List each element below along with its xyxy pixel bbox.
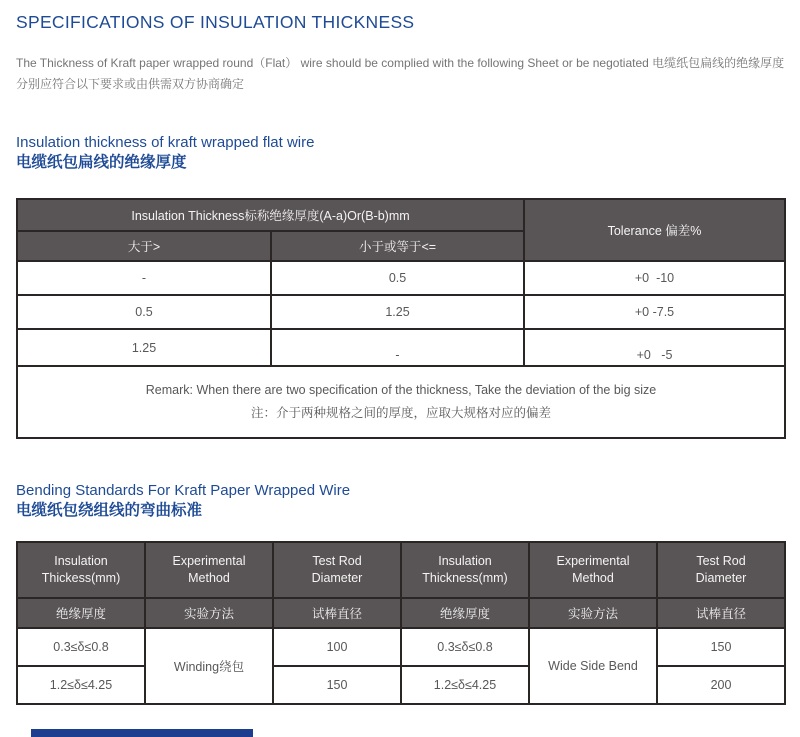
t2-r2-thickness-right: 1.2≤δ≤4.25 [401,666,529,704]
t2-r1-rod-left: 100 [273,628,401,666]
section1-title-zh: 电缆纸包扁线的绝缘厚度 [16,154,187,171]
t1-r2-greater: 0.5 [17,295,271,329]
t1-header-greater: 大于> [17,231,271,261]
intro-paragraph: The Thickness of Kraft paper wrapped round（Flat） wire should be complied with the following Sheet or be negotiated 电缆纸包扁线的绝缘厚度分别应符合以下要求或由供需双方协商确定 [16,56,785,91]
t1-header-tolerance: Tolerance 偏差% [524,199,785,261]
t2-header-zh-insulation-left: 绝缘厚度 [17,598,145,628]
table-row [17,666,785,704]
section2-title-en: Bending Standards For Kraft Paper Wrapped Wire [16,482,351,499]
t2-method-wide-side-bend: Wide Side Bend [529,628,657,704]
t2-header-insulation-right: Insulation Thickness(mm) [401,542,529,598]
t1-header-thickness: Insulation Thickness标称绝缘厚度(A-a)Or(B-b)mm [17,199,524,231]
t2-r1-thickness-right: 0.3≤δ≤0.8 [401,628,529,666]
t2-r2-rod-right: 200 [657,666,785,704]
table-row [17,329,785,366]
section1-heading [16,133,314,173]
t2-r1-rod-right: 150 [657,628,785,666]
t1-r1-greater: - [17,261,271,295]
t1-header-less-equal: 小于或等于<= [271,231,524,261]
t1-remark-cell [17,366,785,438]
t2-header-rod-right: Test Rod Diameter [657,542,785,598]
t2-header-zh-insulation-right: 绝缘厚度 [401,598,529,628]
t1-r1-tolerance: +0 -10 [524,261,785,295]
t2-header-zh-method-left: 实验方法 [145,598,273,628]
table-row [17,295,785,329]
t2-header-row-zh [17,598,785,628]
section1-title-en: Insulation thickness of kraft wrapped flat wire [16,134,315,151]
bending-standards-table [16,541,786,705]
section2-title-zh: 电缆纸包绕组线的弯曲标准 [16,502,203,519]
t1-r2-tolerance: +0 -7.5 [524,295,785,329]
t2-header-zh-method-right: 实验方法 [529,598,657,628]
t2-r2-rod-left: 150 [273,666,401,704]
section2-heading [16,481,350,521]
t2-header-zh-rod-left: 试棒直径 [273,598,401,628]
t2-header-method-right: Experimental Method [529,542,657,598]
t2-header-row-en [17,542,785,598]
t1-remark-zh: 注：介于两种规格之间的厚度，应取大规格对应的偏差 [251,406,552,420]
page-title: SPECIFICATIONS OF INSULATION THICKNESS [16,12,415,32]
t2-header-rod-left: Test Rod Diameter [273,542,401,598]
bottom-accent-bar [31,729,253,737]
t1-remark-en: Remark: When there are two specification of the thickness, Take the deviation of the big size [145,383,657,397]
t2-r2-thickness-left: 1.2≤δ≤4.25 [17,666,145,704]
t2-header-insulation-left: Insulation Thickess(mm) [17,542,145,598]
t2-method-winding: Winding绕包 [145,628,273,704]
insulation-thickness-table [16,198,786,439]
t2-r1-thickness-left: 0.3≤δ≤0.8 [17,628,145,666]
t2-header-method-left: Experimental Method [145,542,273,598]
t1-r3-tolerance: +0 -5 [524,329,785,366]
t1-header-row-1 [17,199,785,231]
t1-r2-less-equal: 1.25 [271,295,524,329]
t2-header-zh-rod-right: 试棒直径 [657,598,785,628]
t1-remark-row [17,366,785,438]
t1-r3-greater: 1.25 [17,329,271,366]
t1-r1-less-equal: 0.5 [271,261,524,295]
t1-r3-less-equal: - [271,329,524,366]
table-row [17,628,785,666]
table-row [17,261,785,295]
